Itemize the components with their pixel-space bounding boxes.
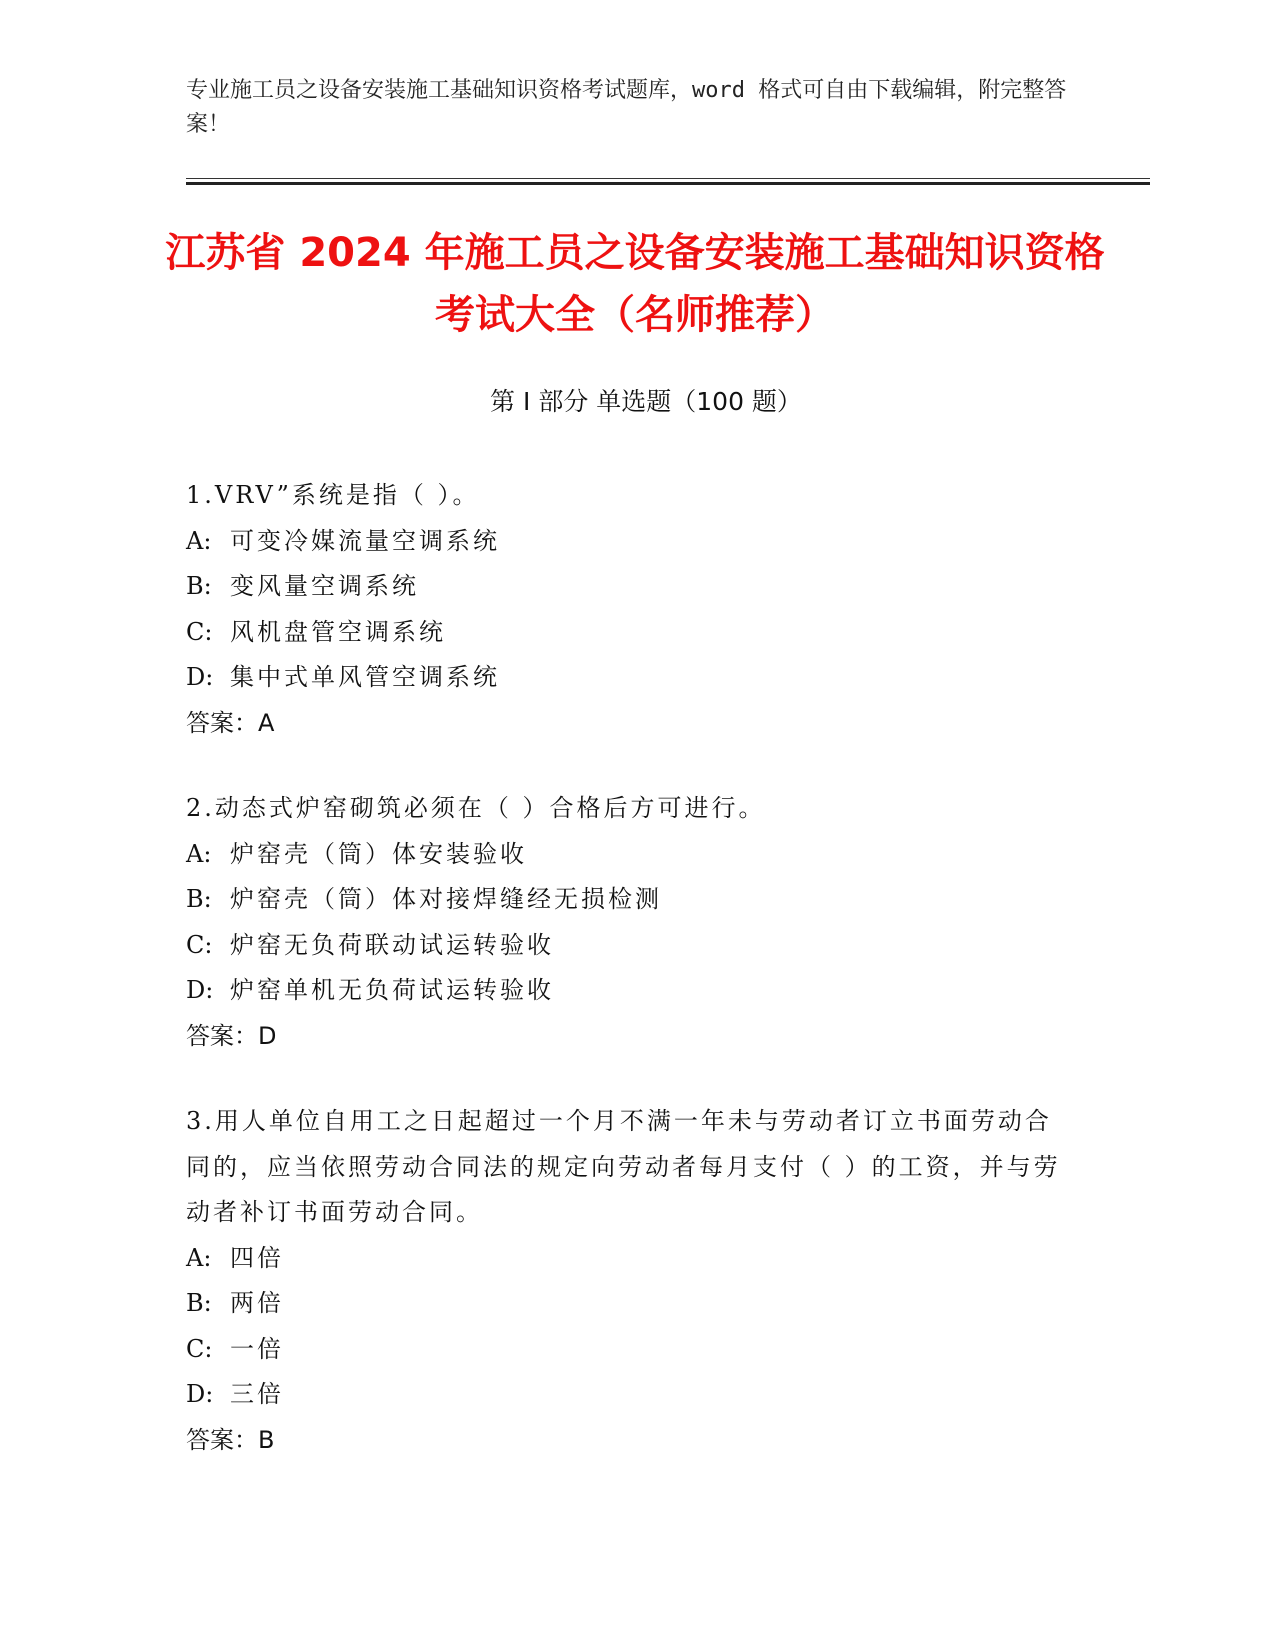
option-text: 可变冷媒流量空调系统 — [230, 526, 500, 555]
option-key: D: — [186, 976, 214, 1004]
option-key: B: — [186, 885, 212, 913]
option-a — [186, 832, 1066, 878]
option-text: 集中式单风管空调系统 — [230, 663, 500, 691]
header-divider-thin — [186, 178, 1150, 179]
option-text: 风机盘管空调系统 — [230, 617, 446, 646]
option-text: 炉窑单机无负荷试运转验收 — [230, 976, 554, 1004]
header-divider-thick — [186, 182, 1150, 185]
option-c — [186, 923, 1066, 969]
option-d — [186, 968, 1066, 1014]
question-stem: 1.VRV”系统是指（ ）。 — [186, 481, 480, 509]
question-2 — [186, 786, 1066, 1059]
option-d — [186, 1372, 1066, 1418]
option-d — [186, 655, 1066, 701]
option-key: D: — [186, 1380, 214, 1408]
answer: 答案：A — [186, 708, 275, 737]
option-text: 变风量空调系统 — [230, 572, 419, 600]
option-text: 炉窑壳（筒）体安装验收 — [230, 839, 527, 868]
option-text: 三倍 — [230, 1380, 284, 1408]
option-key: D: — [186, 663, 214, 691]
option-key: A: — [186, 1243, 212, 1272]
option-b — [186, 877, 1066, 923]
option-text: 一倍 — [230, 1334, 284, 1363]
answer: 答案：D — [186, 1021, 277, 1050]
option-b — [186, 564, 1066, 610]
question-stem: 2.动态式炉窑砌筑必须在（ ）合格后方可进行。 — [186, 794, 766, 822]
option-key: A: — [186, 839, 212, 868]
option-text: 四倍 — [230, 1243, 284, 1272]
option-text: 两倍 — [230, 1289, 284, 1317]
question-1 — [186, 473, 1066, 746]
option-key: B: — [186, 572, 212, 600]
option-a — [186, 1236, 1066, 1282]
answer: 答案：B — [186, 1425, 275, 1454]
option-text: 炉窑无负荷联动试运转验收 — [230, 930, 554, 959]
option-b — [186, 1281, 1066, 1327]
option-key: C: — [186, 1334, 213, 1363]
option-c — [186, 1327, 1066, 1373]
question-stem: 3.用人单位自用工之日起超过一个月不满一年未与劳动者订立书面劳动合同的，应当依照劳动合同法的规定向劳动者每月支付（ ）的工资，并与劳动者补订书面劳动合同。 — [186, 1107, 1061, 1226]
option-key: A: — [186, 526, 212, 555]
option-key: B: — [186, 1289, 212, 1317]
option-a — [186, 519, 1066, 565]
document-title: 江苏省 2024 年施工员之设备安装施工基础知识资格考试大全（名师推荐） — [165, 230, 1105, 338]
option-key: C: — [186, 617, 213, 646]
section-title: 第 I 部分 单选题（100 题） — [490, 387, 802, 416]
option-key: C: — [186, 930, 213, 959]
question-list — [186, 473, 1066, 1503]
header-note: 专业施工员之设备安装施工基础知识资格考试题库，word 格式可自由下载编辑，附完整答案！ — [186, 78, 1067, 137]
question-3 — [186, 1099, 1066, 1463]
option-c — [186, 610, 1066, 656]
option-text: 炉窑壳（筒）体对接焊缝经无损检测 — [230, 885, 662, 913]
